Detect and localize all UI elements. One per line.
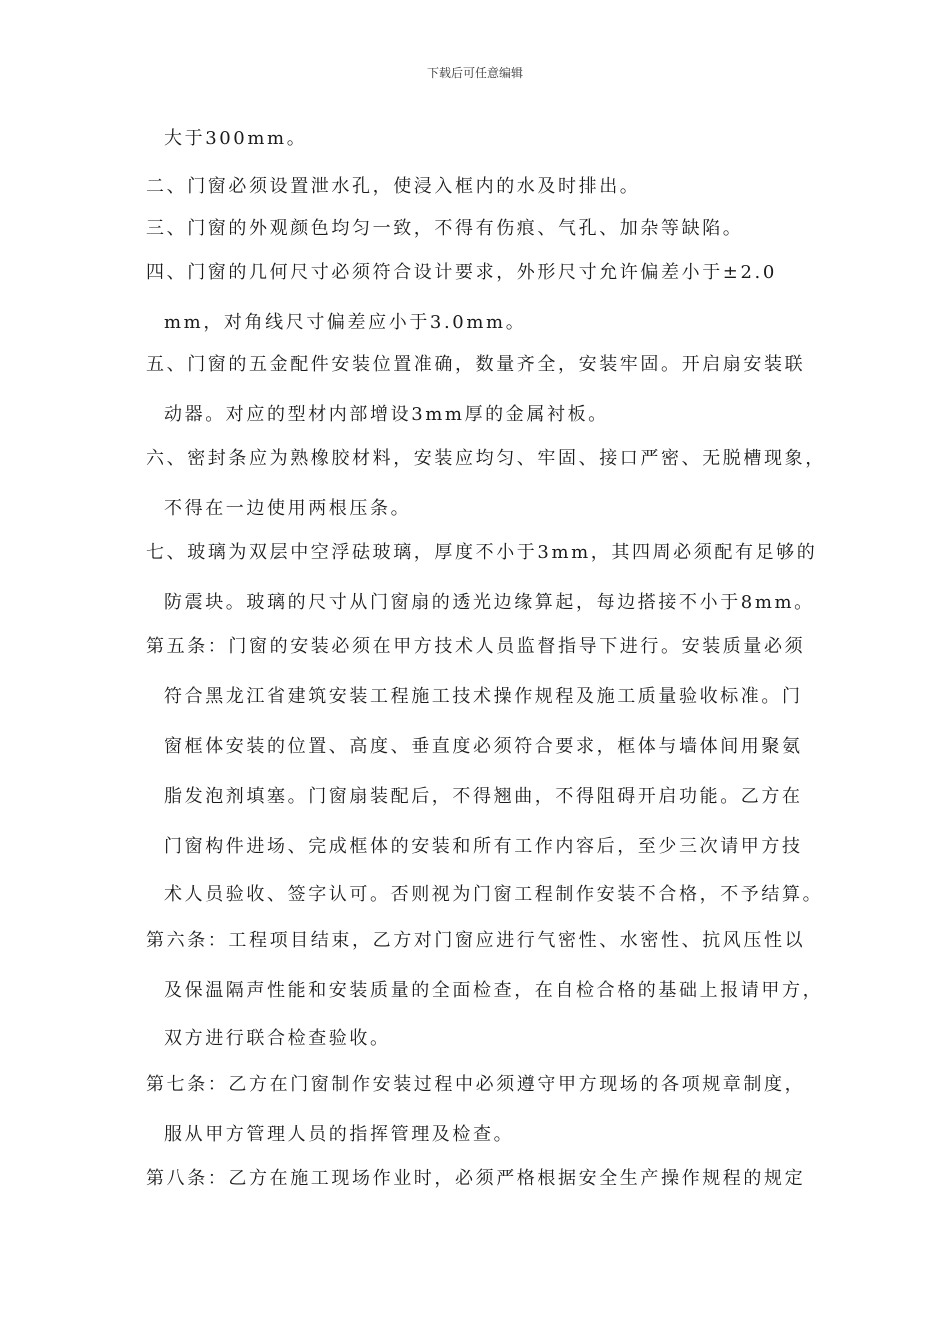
text-line: 七、玻璃为双层中空浮砝玻璃，厚度不小于3mm，其四周必须配有足够的 [146, 542, 818, 563]
text-line: 五、门窗的五金配件安装位置准确，数量齐全，安装牢固。开启扇安装联 [146, 354, 806, 375]
text-line: 门窗构件进场、完成框体的安装和所有工作内容后，至少三次请甲方技 [164, 836, 803, 857]
text-line: 不得在一边使用两根压条。 [164, 498, 412, 519]
text-line: 符合黑龙江省建筑安装工程施工技术操作规程及施工质量验收标准。门 [164, 686, 803, 707]
text-line: 脂发泡剂填塞。门窗扇装配后，不得翘曲，不得阻碍开启功能。乙方在 [164, 786, 803, 807]
text-line: 第五条：门窗的安装必须在甲方技术人员监督指导下进行。安装质量必须 [146, 636, 806, 657]
text-line: 服从甲方管理人员的指挥管理及检查。 [164, 1124, 515, 1145]
text-line: 术人员验收、签字认可。否则视为门窗工程制作安装不合格，不予结算。 [164, 884, 824, 905]
page-header: 下载后可任意编辑 [426, 66, 523, 80]
text-line: 第六条：工程项目结束，乙方对门窗应进行气密性、水密性、抗风压性以 [146, 930, 806, 951]
text-line: 六、密封条应为熟橡胶材料，安装应均匀、牢固、接口严密、无脱槽现象， [146, 448, 826, 469]
text-line: 窗框体安装的位置、高度、垂直度必须符合要求，框体与墙体间用聚氨 [164, 736, 803, 757]
text-line: mm，对角线尺寸偏差应小于3.0mm。 [164, 312, 527, 333]
text-line: 双方进行联合检查验收。 [164, 1028, 391, 1049]
text-line: 二、门窗必须设置泄水孔，使浸入框内的水及时排出。 [146, 176, 641, 197]
text-line: 四、门窗的几何尺寸必须符合设计要求，外形尺寸允许偏差小于±2.0 [146, 262, 777, 283]
text-line: 第七条：乙方在门窗制作安装过程中必须遵守甲方现场的各项规章制度， [146, 1074, 806, 1095]
text-line: 防震块。玻璃的尺寸从门窗扇的透光边缘算起，每边搭接不小于8mm。 [164, 592, 815, 613]
text-line: 大于300mm。 [164, 128, 308, 149]
text-line: 及保温隔声性能和安装质量的全面检查，在自检合格的基础上报请甲方， [164, 980, 824, 1001]
text-line: 动器。对应的型材内部增设3mm厚的金属衬板。 [164, 404, 609, 425]
text-line: 第八条：乙方在施工现场作业时，必须严格根据安全生产操作规程的规定 [146, 1168, 806, 1189]
text-line: 三、门窗的外观颜色均匀一致，不得有伤痕、气孔、加杂等缺陷。 [146, 218, 744, 239]
